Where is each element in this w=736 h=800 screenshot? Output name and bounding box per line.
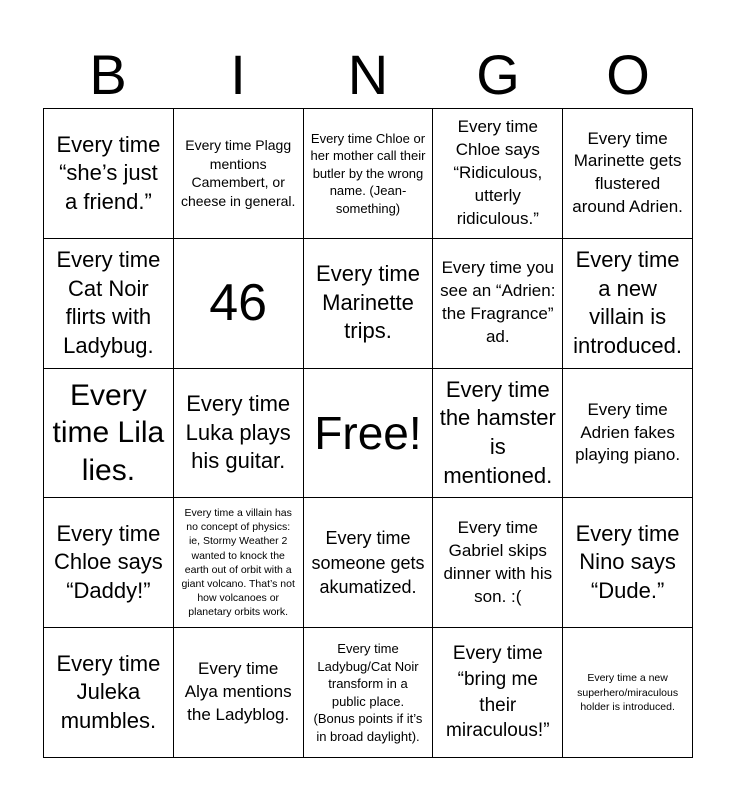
cell-text: Every time Chloe says “Daddy!” <box>53 520 163 604</box>
cell-text: Every time “she’s just a friend.” <box>56 131 161 214</box>
bingo-board <box>43 108 693 758</box>
bingo-cell[interactable] <box>433 109 563 239</box>
bingo-cell[interactable] <box>563 239 693 369</box>
bingo-cell[interactable] <box>433 498 563 628</box>
bingo-cell[interactable] <box>563 628 693 758</box>
header-letter-g: G <box>476 43 520 106</box>
bingo-cell[interactable] <box>304 109 434 239</box>
free-space[interactable] <box>304 369 434 499</box>
bingo-cell[interactable] <box>563 109 693 239</box>
header-letter-o: O <box>606 43 650 106</box>
cell-text: Every time Adrien fakes playing piano. <box>575 399 681 465</box>
bingo-cell[interactable] <box>433 239 563 369</box>
cell-text: Every time the hamster is mentioned. <box>439 376 556 488</box>
bingo-cell[interactable] <box>44 498 174 628</box>
bingo-cell[interactable] <box>44 628 174 758</box>
cell-text: Every time Luka plays his guitar. <box>185 391 291 474</box>
cell-text: Every time “bring me their miraculous!” <box>446 643 550 742</box>
bingo-cell[interactable] <box>304 498 434 628</box>
bingo-cell[interactable] <box>433 628 563 758</box>
bingo-cell[interactable] <box>433 369 563 499</box>
bingo-cell[interactable] <box>304 239 434 369</box>
header-letter-i: I <box>230 43 246 106</box>
cell-text: Every time Ladybug/Cat Noir transform in a public place. (Bonus points if it’s in broad daylight). <box>313 640 423 744</box>
free-space-label: Free! <box>314 406 422 459</box>
cell-text: Every time a new superhero/miraculous holder is introduced. <box>577 672 679 713</box>
bingo-cell[interactable] <box>44 109 174 239</box>
bingo-cell[interactable] <box>563 369 693 499</box>
cell-text: Every time Marinette gets flustered around Adrien. <box>572 128 683 217</box>
bingo-cell[interactable] <box>44 369 174 499</box>
cell-text: Every time Gabriel skips dinner with his son. :( <box>443 517 553 606</box>
bingo-cell[interactable] <box>174 498 304 628</box>
cell-text: Every time someone gets akumatized. <box>311 528 425 597</box>
bingo-cell[interactable] <box>174 628 304 758</box>
cell-text: Every time Cat Noir flirts with Ladybug. <box>56 247 161 358</box>
header-letter-n: N <box>347 43 389 106</box>
cell-text: Every time Chloe or her mother call their butler by the wrong name. (Jean-something) <box>310 130 426 216</box>
cell-text: Every time a new villain is introduced. <box>573 247 683 358</box>
cell-text: Every time Marinette trips. <box>316 261 420 344</box>
cell-text: Every time Juleka mumbles. <box>56 650 161 733</box>
bingo-header <box>43 44 693 106</box>
cell-text: Every time you see an “Adrien: the Fragrance” ad. <box>440 258 556 347</box>
cell-text: Every time Plagg mentions Camembert, or cheese in general. <box>180 136 296 210</box>
bingo-cell[interactable] <box>44 239 174 369</box>
cell-text: Every time Chloe says “Ridiculous, utterly ridiculous.” <box>453 117 543 228</box>
cell-text: Every time Lila lies. <box>52 378 165 487</box>
bingo-cell[interactable] <box>174 239 304 369</box>
bingo-cell[interactable] <box>304 628 434 758</box>
bingo-cell[interactable] <box>174 109 304 239</box>
cell-text: Every time a villain has no concept of physics: ie, Stormy Weather 2 wanted to knock the earth out of orbit with a giant volcano. That’s not how volcanoes or planetary orbits work. <box>181 507 295 619</box>
cell-text: Every time Nino says “Dude.” <box>575 520 680 604</box>
cell-number: 46 <box>209 273 268 332</box>
cell-text: Every time Alya mentions the Ladyblog. <box>184 659 292 725</box>
bingo-cell[interactable] <box>174 369 304 499</box>
bingo-cell[interactable] <box>563 498 693 628</box>
header-letter-b: B <box>89 43 127 106</box>
